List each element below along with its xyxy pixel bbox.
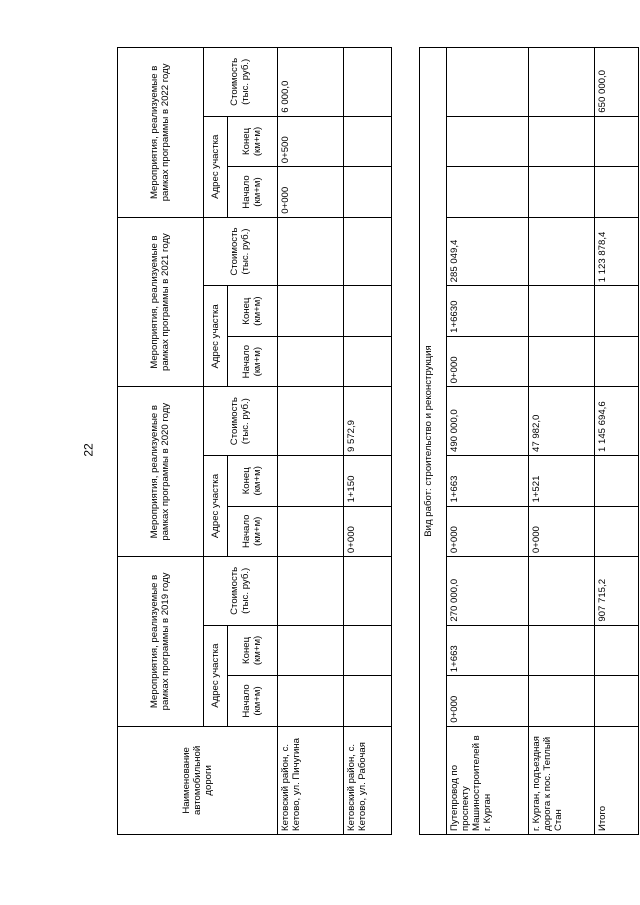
- cost-cell: 270 000,0: [446, 557, 529, 626]
- cost-cell: 47 982,0: [529, 387, 594, 456]
- cost-cell: 6 000,0: [277, 48, 344, 117]
- start-cell: [529, 336, 594, 387]
- cost-cell: [446, 48, 529, 117]
- end-header: Конец (км+м): [227, 286, 277, 337]
- cost-header: Стоимость (тыс. руб.): [203, 557, 277, 626]
- cost-cell: 9 572,9: [344, 387, 391, 456]
- table-row: [277, 48, 344, 835]
- road-name-cell: Кетовский район, с. Кетово, ул. Пичугина: [277, 726, 344, 834]
- cost-cell: [277, 557, 344, 626]
- end-header: Конец (км+м): [227, 116, 277, 167]
- start-cell: [277, 506, 344, 557]
- table-row: [344, 48, 391, 835]
- section-row: [419, 48, 446, 835]
- spacer-row: [391, 48, 419, 835]
- total-label: Итого: [594, 726, 638, 834]
- start-cell: [529, 167, 594, 218]
- cost-cell: [344, 557, 391, 626]
- end-cell: [446, 116, 529, 167]
- rotated-table-container: [117, 47, 639, 835]
- end-cell: [277, 625, 344, 676]
- cost-cell: [529, 557, 594, 626]
- start-header: Начало (км+м): [227, 167, 277, 218]
- end-cell: 1+150: [344, 456, 391, 507]
- start-cell: [344, 336, 391, 387]
- start-cell: [277, 336, 344, 387]
- start-cell: 0+000: [529, 506, 594, 557]
- cost-cell: [344, 48, 391, 117]
- start-header: Начало (км+м): [227, 506, 277, 557]
- start-header: Начало (км+м): [227, 676, 277, 727]
- header-row-address: [203, 48, 227, 835]
- start-cell: [344, 676, 391, 727]
- end-cell: [344, 625, 391, 676]
- cost-header: Стоимость (тыс. руб.): [203, 48, 277, 117]
- cost-cell: [529, 48, 594, 117]
- start-cell: [529, 676, 594, 727]
- start-cell: 0+000: [446, 506, 529, 557]
- total-2022: 650 000,0: [594, 48, 638, 117]
- start-cell: 0+000: [277, 167, 344, 218]
- road-name-cell: г. Курган, подъездная дорога к пос. Теплый Стан: [529, 726, 594, 834]
- start-header: Начало (км+м): [227, 336, 277, 387]
- cost-header: Стоимость (тыс. руб.): [203, 387, 277, 456]
- end-cell: [529, 116, 594, 167]
- address-header: Адрес участка: [203, 286, 227, 387]
- year-2022-header: Мероприятия, реализуемые в рамках программы в 2022 году: [118, 48, 204, 218]
- address-header: Адрес участка: [203, 625, 227, 726]
- total-2021: 1 123 878,4: [594, 217, 638, 286]
- end-cell: 1+521: [529, 456, 594, 507]
- end-cell: [277, 456, 344, 507]
- year-2021-header: Мероприятия, реализуемые в рамках программы в 2021 году: [118, 217, 204, 387]
- end-cell: [529, 625, 594, 676]
- cost-cell: [277, 217, 344, 286]
- start-cell: [344, 167, 391, 218]
- end-cell: [277, 286, 344, 337]
- road-name-header: Наименование автомобильной дороги: [118, 726, 278, 834]
- start-cell: 0+000: [446, 676, 529, 727]
- section-title: Вид работ: строительство и реконструкция: [419, 48, 446, 835]
- page-number: 22: [81, 443, 96, 457]
- road-name-cell: Кетовский район, с. Кетово, ул. Рабочая: [344, 726, 391, 834]
- cost-cell: 490 000,0: [446, 387, 529, 456]
- table-row: [446, 48, 529, 835]
- end-cell: 1+663: [446, 456, 529, 507]
- header-row-years: [118, 48, 204, 835]
- cost-cell: 285 049,4: [446, 217, 529, 286]
- end-cell: [529, 286, 594, 337]
- road-program-table: [117, 47, 639, 835]
- total-2020: 1 145 694,6: [594, 387, 638, 456]
- cost-header: Стоимость (тыс. руб.): [203, 217, 277, 286]
- end-header: Конец (км+м): [227, 625, 277, 676]
- address-header: Адрес участка: [203, 116, 227, 217]
- start-cell: [277, 676, 344, 727]
- cost-cell: [529, 217, 594, 286]
- start-cell: 0+000: [446, 336, 529, 387]
- total-2019: 907 715,2: [594, 557, 638, 626]
- end-cell: [344, 116, 391, 167]
- end-cell: 0+500: [277, 116, 344, 167]
- address-header: Адрес участка: [203, 456, 227, 557]
- end-cell: [344, 286, 391, 337]
- end-header: Конец (км+м): [227, 456, 277, 507]
- year-2020-header: Мероприятия, реализуемые в рамках программы в 2020 году: [118, 387, 204, 557]
- start-cell: [446, 167, 529, 218]
- cost-cell: [344, 217, 391, 286]
- table-row: [529, 48, 594, 835]
- year-2019-header: Мероприятия, реализуемые в рамках программы в 2019 году: [118, 557, 204, 727]
- start-cell: 0+000: [344, 506, 391, 557]
- cost-cell: [277, 387, 344, 456]
- end-cell: 1+663: [446, 625, 529, 676]
- total-row: [594, 48, 638, 835]
- road-name-cell: Путепровод по проспекту Машиностроителей в г. Курган: [446, 726, 529, 834]
- end-cell: 1+6630: [446, 286, 529, 337]
